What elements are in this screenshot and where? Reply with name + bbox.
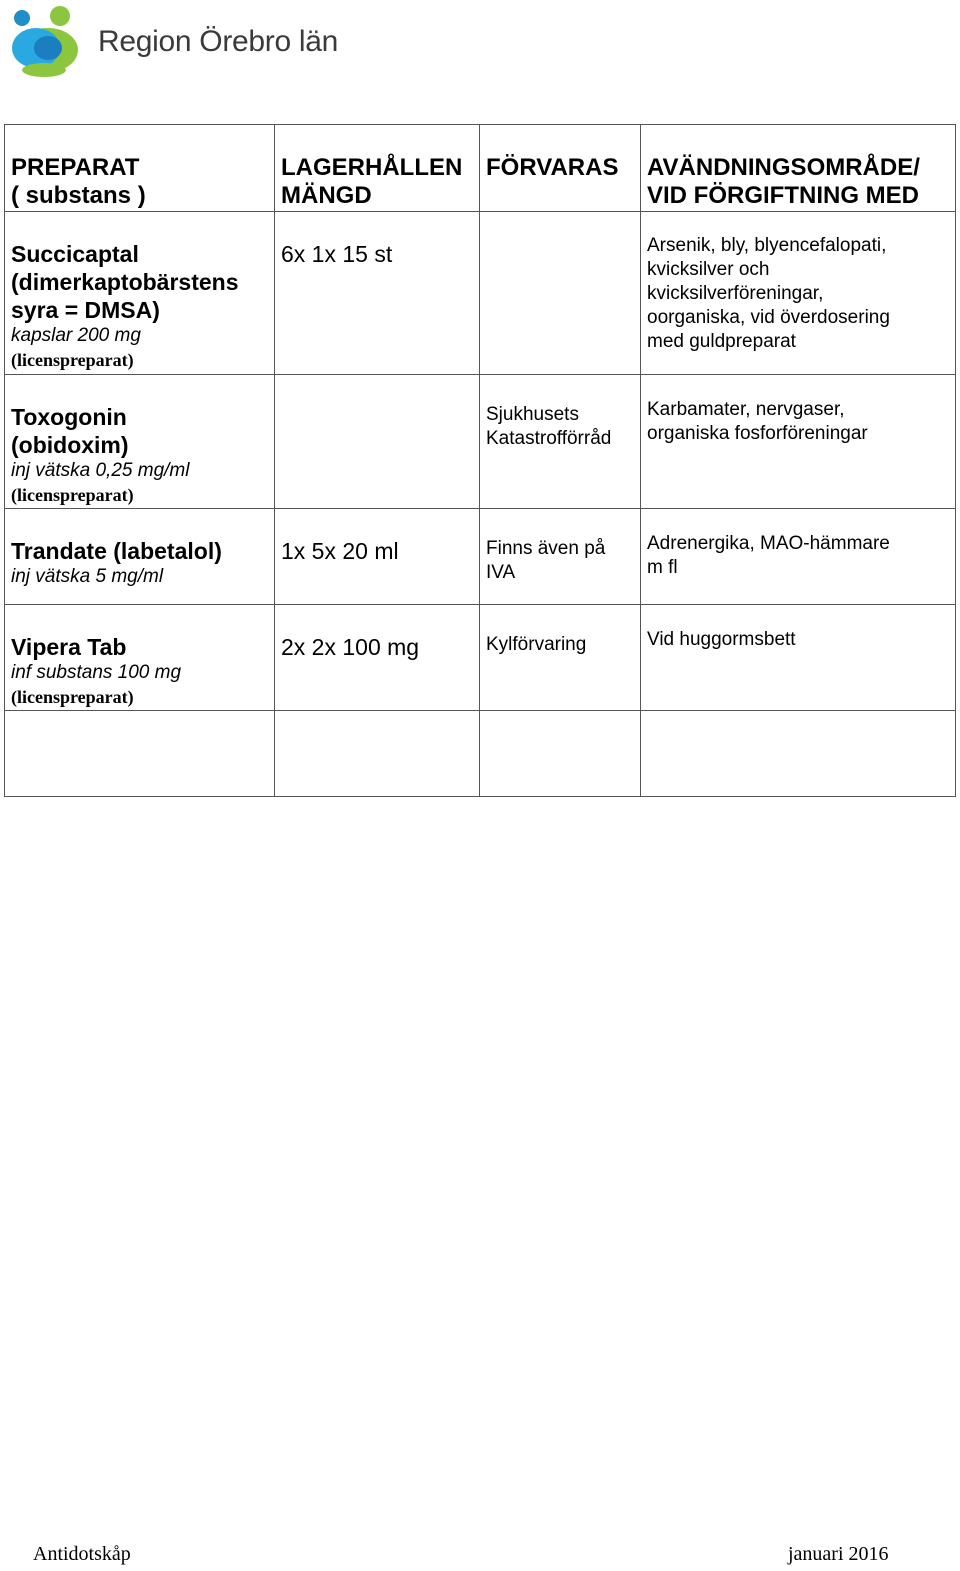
usage-text: kvicksilverföreningar,	[647, 283, 824, 304]
drug-form: inj vätska 0,25 mg/ml	[11, 460, 190, 481]
license-note: (licenspreparat)	[11, 350, 134, 370]
drug-name: Trandate (labetalol)	[11, 538, 222, 564]
storage-text: Sjukhusets	[486, 404, 579, 425]
drug-form: inf substans 100 mg	[11, 662, 182, 683]
header-text: VID FÖRGIFTNING MED	[647, 182, 919, 209]
header-text: MÄNGD	[281, 182, 372, 209]
drug-name: (obidoxim)	[11, 432, 129, 458]
empty-cell	[480, 711, 641, 797]
usage-cell	[641, 375, 956, 509]
empty-cell	[641, 711, 956, 797]
preparat-cell	[5, 212, 275, 375]
drug-name: (dimerkaptobärstens	[11, 269, 239, 295]
usage-cell	[641, 212, 956, 375]
storage-text: Finns även på	[486, 538, 606, 559]
storage-cell	[480, 605, 641, 711]
region-logo-icon	[8, 4, 84, 80]
header-row	[5, 125, 956, 212]
usage-text: med guldpreparat	[647, 331, 796, 352]
preparat-cell	[5, 509, 275, 605]
usage-text: kvicksilver och	[647, 259, 770, 280]
storage-text: Katastrofförråd	[486, 428, 612, 449]
region-logo	[8, 2, 338, 82]
footer-date: januari 2016	[788, 1543, 889, 1565]
usage-cell	[641, 509, 956, 605]
empty-cell	[5, 711, 275, 797]
header-forvaras	[480, 125, 641, 212]
license-note: (licenspreparat)	[11, 485, 134, 505]
drug-name: syra = DMSA)	[11, 297, 160, 323]
usage-text: organiska fosforföreningar	[647, 423, 868, 444]
quantity-cell	[275, 212, 480, 375]
usage-text: Karbamater, nervgaser,	[647, 399, 845, 420]
table-row	[5, 509, 956, 605]
usage-text: m fl	[647, 557, 678, 578]
header-text: FÖRVARAS	[486, 154, 619, 181]
antidote-table	[4, 124, 956, 797]
quantity: 6x 1x 15 st	[281, 241, 393, 267]
storage-cell	[480, 212, 641, 375]
storage-text: IVA	[486, 562, 516, 583]
drug-form: kapslar 200 mg	[11, 325, 141, 346]
storage-cell	[480, 375, 641, 509]
storage-text: Kylförvaring	[486, 634, 587, 655]
footer-title: Antidotskåp	[33, 1543, 131, 1565]
empty-row	[5, 711, 956, 797]
drug-name: Succicaptal	[11, 241, 139, 267]
usage-cell	[641, 605, 956, 711]
table-row	[5, 212, 956, 375]
header-anvandning	[641, 125, 956, 212]
header-text: ( substans )	[11, 182, 146, 209]
logo-text: Region Örebro län	[98, 25, 339, 58]
quantity-cell	[275, 605, 480, 711]
preparat-cell	[5, 375, 275, 509]
quantity-cell	[275, 509, 480, 605]
drug-name: Toxogonin	[11, 404, 127, 430]
table-row	[5, 605, 956, 711]
usage-text: Vid huggormsbett	[647, 629, 796, 650]
quantity: 1x 5x 20 ml	[281, 538, 399, 564]
preparat-cell	[5, 605, 275, 711]
header-text: AVÄNDNINGSOMRÅDE/	[647, 154, 920, 181]
license-note: (licenspreparat)	[11, 687, 134, 707]
quantity: 2x 2x 100 mg	[281, 634, 420, 660]
header-text: PREPARAT	[11, 154, 140, 181]
empty-cell	[275, 711, 480, 797]
usage-text: oorganiska, vid överdosering	[647, 307, 890, 328]
drug-name: Vipera Tab	[11, 634, 127, 660]
quantity-cell	[275, 375, 480, 509]
storage-cell	[480, 509, 641, 605]
header-lagerhallen	[275, 125, 480, 212]
drug-form: inj vätska 5 mg/ml	[11, 566, 164, 587]
usage-text: Arsenik, bly, blyencefalopati,	[647, 235, 887, 256]
header-preparat	[5, 125, 275, 212]
header-text: LAGERHÅLLEN	[281, 154, 463, 181]
table-row	[5, 375, 956, 509]
usage-text: Adrenergika, MAO-hämmare	[647, 533, 890, 554]
